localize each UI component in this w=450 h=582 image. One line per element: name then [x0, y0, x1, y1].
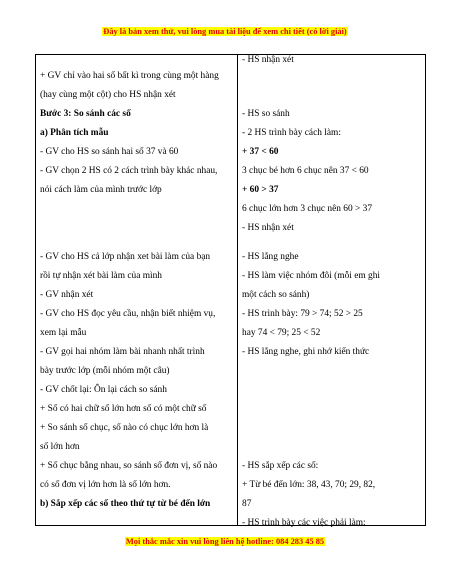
student-line: 3 chục bé hơn 6 chục nên 37 < 60 [242, 166, 369, 176]
student-line: + Từ bé đến lớn: 38, 43, 70; 29, 82, [242, 480, 376, 490]
student-line: - HS so sánh [242, 109, 290, 119]
student-line: 87 [242, 499, 252, 509]
teacher-line: - GV gọi hai nhóm làm bài nhanh nhất trình [40, 347, 205, 357]
teacher-line: + So sánh số chục, số nào có chục lớn hơn là [40, 423, 209, 433]
student-line: - HS trình bày: 79 > 74; 52 > 25 [242, 309, 363, 319]
student-line: - HS nhận xét [242, 223, 294, 233]
teacher-line: rồi tự nhận xét bài làm của mình [40, 271, 162, 281]
teacher-line: + Số có hai chữ số lớn hơn số có một chữ số [40, 404, 207, 414]
student-line: + 37 < 60 [242, 147, 279, 157]
student-line: 6 chục lớn hơn 3 chục nên 60 > 37 [242, 204, 373, 214]
sub-heading: b) Sắp xếp các số theo thứ tự từ bé đến lớn [40, 499, 211, 509]
student-line: - HS làm việc nhóm đôi (mỗi em ghi [242, 271, 381, 281]
teacher-line: - GV cho HS cả lớp nhận xet bài làm của bạn [40, 252, 211, 262]
teacher-line: + GV chỉ vào hai số bất kì trong cùng một hàng [40, 71, 219, 81]
teacher-line: - GV cho HS đọc yêu cầu, nhận biết nhiệm vụ, [40, 309, 216, 319]
sub-heading: a) Phân tích mẫu [40, 128, 109, 138]
teacher-line: + Số chục bằng nhau, so sánh số đơn vị, số nào [40, 461, 218, 471]
teacher-line: số lớn hơn [40, 442, 80, 452]
teacher-line: - GV nhận xét [40, 290, 94, 300]
student-line: - 2 HS trình bày cách làm: [242, 128, 341, 138]
student-line: - HS sắp xếp các số: [242, 461, 319, 471]
teacher-line: nói cách làm của mình trước lớp [40, 185, 162, 195]
student-line: - HS lắng nghe [242, 252, 299, 262]
hotline-banner: Mọi thắc mắc xin vui lòng liên hệ hotline: 084 283 45 85 [125, 537, 325, 546]
teacher-line: xem lại mẫu [40, 328, 87, 338]
teacher-line: (hay cùng một cột) cho HS nhận xét [40, 90, 176, 100]
teacher-line: - GV chốt lại: Ôn lại cách so sánh [40, 385, 167, 395]
preview-notice-banner: Đây là bản xem thử, vui lòng mua tài liệu để xem chi tiết (có lời giải) [103, 27, 347, 36]
student-line: một cách so sánh) [242, 290, 310, 300]
student-line: hay 74 < 79; 25 < 52 [242, 328, 321, 338]
teacher-line: - GV cho HS so sánh hai số 37 và 60 [40, 147, 179, 157]
teacher-line: có số đơn vị lớn hơn là số lớn hơn. [40, 480, 171, 490]
step-heading: Bước 3: So sánh các số [40, 109, 131, 119]
teacher-line: - GV chọn 2 HS có 2 cách trình bày khác nhau, [40, 166, 218, 176]
lesson-table [35, 54, 426, 526]
teacher-line: bày trước lớp (mỗi nhóm một câu) [40, 366, 170, 376]
student-line: + 60 > 37 [242, 185, 279, 195]
student-line: - HS nhận xét [242, 55, 294, 65]
student-line: - HS trình bày các việc phải làm: [242, 518, 366, 528]
column-divider [237, 55, 238, 525]
student-line: - HS lắng nghe, ghi nhớ kiến thức [242, 347, 370, 357]
